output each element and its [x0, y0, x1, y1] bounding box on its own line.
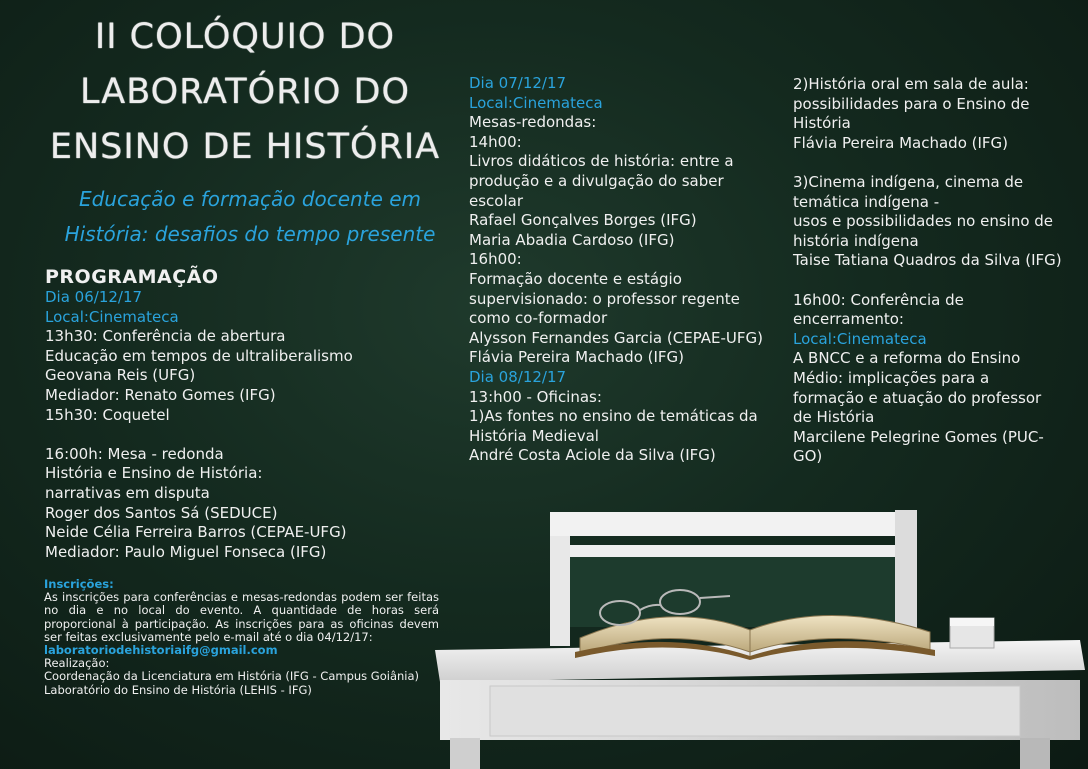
sharpener-icon — [950, 618, 994, 648]
schedule-line: possibilidades para o Ensino de — [793, 94, 1030, 113]
registration-info — [44, 578, 439, 697]
schedule-line: Flávia Pereira Machado (IFG) — [469, 348, 685, 367]
schedule-line: de História — [793, 408, 875, 427]
schedule-line: 2)História oral em sala de aula: — [793, 75, 1029, 93]
subtitle-line-2: História: desafios do tempo presente — [64, 222, 436, 246]
realizacao-line-2: Laboratório do Ensino de História (LEHIS - IFG) — [44, 682, 312, 697]
schedule-line: encerramento: — [793, 310, 904, 329]
day-2-local: Local:Cinemateca — [469, 93, 603, 112]
schedule-line: História Medieval — [469, 426, 599, 445]
schedule-spacer — [45, 425, 353, 445]
inscricoes-text: As inscrições para conferências e mesas-redondas podem ser feitas no dia e no local do evento. A quantidade de horas será proporcional à participação. As inscrições para as oficinas devem ser feitas exclusivamente pelo e-mail até o dia 04/12/17: — [44, 590, 439, 644]
program-heading: PROGRAMAÇÃO — [45, 266, 219, 288]
schedule-line: Flávia Pereira Machado (IFG) — [793, 133, 1009, 152]
schedule-line: formação e atuação do professor — [793, 388, 1042, 407]
poster-subtitle — [50, 182, 450, 252]
schedule-line: Mediador: Paulo Miguel Fonseca (IFG) — [45, 542, 327, 561]
title-line-1: II COLÓQUIO DO — [94, 17, 396, 57]
schedule-line: 13h30: Conferência de abertura — [45, 327, 286, 346]
schedule-line: usos e possibilidades no ensino de — [793, 212, 1054, 231]
schedule-line: Educação em tempos de ultraliberalismo — [45, 346, 353, 365]
schedule-line: Mediador: Renato Gomes (IFG) — [45, 385, 276, 404]
schedule-line: 13:h00 - Oficinas: — [469, 387, 602, 406]
program-column-2 — [469, 74, 763, 466]
schedule-line: História — [793, 114, 851, 133]
schedule-line: Alysson Fernandes Garcia (CEPAE-UFG) — [469, 328, 764, 347]
schedule-line: supervisionado: o professor regente — [469, 289, 740, 308]
closing-local: Local:Cinemateca — [793, 329, 927, 348]
program-column-1 — [45, 266, 353, 562]
poster-title — [40, 10, 450, 175]
schedule-line: 16h00: Conferência de — [793, 290, 964, 309]
title-line-2: LABORATÓRIO DO — [79, 72, 411, 112]
schedule-line: produção e a divulgação do saber — [469, 171, 724, 190]
schedule-line: Maria Abadia Cardoso (IFG) — [469, 230, 675, 249]
schedule-line: história indígena — [793, 231, 919, 250]
schedule-line: como co-formador — [469, 309, 608, 328]
contact-email-link[interactable]: laboratoriodehistoriaifg@gmail.com — [44, 643, 278, 658]
day-1-date: Dia 06/12/17 — [45, 288, 143, 306]
day-3-date: Dia 08/12/17 — [469, 367, 567, 386]
schedule-line: Neide Célia Ferreira Barros (CEPAE-UFG) — [45, 523, 347, 542]
schedule-spacer — [793, 153, 1062, 173]
schedule-line: Rafael Gonçalves Borges (IFG) — [469, 211, 697, 230]
schedule-line: 14h00: — [469, 132, 522, 151]
schedule-line: Livros didáticos de história: entre a — [469, 152, 734, 171]
schedule-line: Formação docente e estágio — [469, 269, 682, 288]
schedule-line: André Costa Aciole da Silva (IFG) — [469, 446, 716, 465]
realizacao-label: Realização: — [44, 656, 110, 671]
schedule-line: História e Ensino de História: — [45, 464, 263, 483]
school-desk-illustration — [430, 500, 1088, 769]
inscricoes-label: Inscrições: — [44, 577, 114, 591]
schedule-line: 1)As fontes no ensino de temáticas da — [469, 407, 758, 426]
program-column-3 — [793, 75, 1062, 467]
schedule-line: Médio: implicações para a — [793, 368, 990, 387]
schedule-line: GO) — [793, 447, 823, 466]
schedule-line: 16:00h: Mesa - redonda — [45, 444, 224, 463]
schedule-line: 3)Cinema indígena, cinema de — [793, 172, 1024, 191]
day-1-local: Local:Cinemateca — [45, 307, 179, 326]
schedule-line: escolar — [469, 191, 523, 210]
schedule-line: 15h30: Coquetel — [45, 405, 170, 424]
schedule-line: narrativas em disputa — [45, 483, 210, 502]
realizacao-line-1: Coordenação da Licenciatura em História (IFG - Campus Goiânia) — [44, 669, 420, 684]
schedule-line: Mesas-redondas: — [469, 113, 597, 132]
schedule-line: Marcilene Pelegrine Gomes (PUC- — [793, 427, 1044, 446]
day-2-date: Dia 07/12/17 — [469, 74, 567, 92]
schedule-line: Roger dos Santos Sá (SEDUCE) — [45, 503, 278, 522]
desk-leg-left — [450, 738, 480, 769]
schedule-line: Geovana Reis (UFG) — [45, 366, 196, 385]
schedule-line: 16h00: — [469, 250, 522, 269]
desk-leg-right — [1020, 738, 1050, 769]
subtitle-line-1: Educação e formação docente em — [78, 187, 422, 211]
schedule-line: Taise Tatiana Quadros da Silva (IFG) — [793, 251, 1062, 270]
schedule-line: temática indígena - — [793, 192, 940, 211]
schedule-line: A BNCC e a reforma do Ensino — [793, 349, 1021, 368]
title-line-3: ENSINO DE HISTÓRIA — [49, 127, 441, 167]
schedule-spacer — [793, 271, 1062, 291]
